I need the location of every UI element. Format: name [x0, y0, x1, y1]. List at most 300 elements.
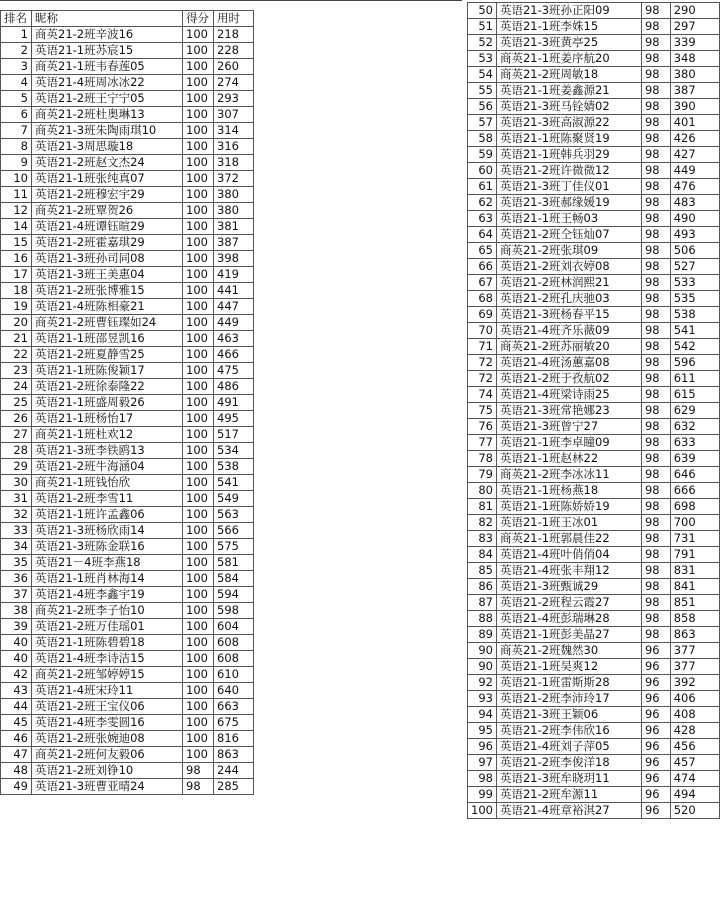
- time-cell: 456: [670, 739, 719, 755]
- nickname-cell: 英语21-2班夏静雪25: [32, 347, 183, 363]
- time-cell: 581: [214, 555, 254, 571]
- time-cell: 575: [214, 539, 254, 555]
- score-cell: 98: [641, 611, 670, 627]
- nickname-cell: 英语21-1班陈娇娇19: [496, 499, 641, 515]
- score-cell: 98: [641, 3, 670, 19]
- rank-cell: 17: [1, 267, 32, 283]
- rank-cell: 48: [1, 763, 32, 779]
- time-cell: 483: [670, 195, 719, 211]
- time-cell: 538: [214, 459, 254, 475]
- table-row: [1, 715, 254, 731]
- nickname-cell: 英语21-1班邵昱凯16: [32, 331, 183, 347]
- score-cell: 98: [641, 243, 670, 259]
- nickname-cell: 英语21-3班杨欣雨14: [32, 523, 183, 539]
- time-cell: 408: [670, 707, 719, 723]
- table-row: [468, 115, 720, 131]
- table-row: [1, 331, 254, 347]
- score-cell: 98: [641, 595, 670, 611]
- nickname-cell: 商英21-2班覃贺26: [32, 203, 183, 219]
- score-cell: 100: [183, 155, 214, 171]
- nickname-cell: 商英21-1班郭晨佳22: [496, 531, 641, 547]
- time-cell: 476: [670, 179, 719, 195]
- nickname-cell: 英语21-2班张婉迪08: [32, 731, 183, 747]
- time-cell: 538: [670, 307, 719, 323]
- nickname-cell: 英语21-2班霍嘉琪29: [32, 235, 183, 251]
- table-row: [1, 571, 254, 587]
- time-cell: 428: [670, 723, 719, 739]
- score-cell: 100: [183, 523, 214, 539]
- score-cell: 98: [641, 387, 670, 403]
- nickname-cell: 英语21-1班盛周毅26: [32, 395, 183, 411]
- nickname-cell: 英语21-3班曾宁27: [496, 419, 641, 435]
- score-cell: 98: [641, 291, 670, 307]
- nickname-cell: 英语21-4班彭瑞琳28: [496, 611, 641, 627]
- nickname-cell: 英语21-4班汤蕙嘉08: [496, 355, 641, 371]
- time-cell: 297: [670, 19, 719, 35]
- score-cell: 98: [641, 323, 670, 339]
- table-row: [468, 675, 720, 691]
- table-row: [1, 731, 254, 747]
- rank-cell: 92: [468, 675, 497, 691]
- nickname-cell: 英语21-3班高淑源22: [496, 115, 641, 131]
- table-row: [468, 147, 720, 163]
- score-cell: 98: [641, 99, 670, 115]
- nickname-cell: 英语21-3班黄亭25: [496, 35, 641, 51]
- header-rank: 排名: [1, 11, 32, 27]
- table-row: [468, 163, 720, 179]
- table-row: [468, 179, 720, 195]
- rank-cell: 97: [468, 755, 497, 771]
- rank-cell: 94: [468, 707, 497, 723]
- score-cell: 100: [183, 555, 214, 571]
- score-cell: 100: [183, 683, 214, 699]
- table-row: [468, 515, 720, 531]
- score-cell: 100: [183, 75, 214, 91]
- table-row: [1, 187, 254, 203]
- score-cell: 100: [183, 491, 214, 507]
- nickname-cell: 英语21-1班陈聚贤19: [496, 131, 641, 147]
- score-cell: 98: [641, 179, 670, 195]
- time-cell: 816: [214, 731, 254, 747]
- time-cell: 387: [670, 83, 719, 99]
- score-cell: 98: [641, 115, 670, 131]
- rank-cell: 7: [1, 123, 32, 139]
- rank-cell: 98: [468, 771, 497, 787]
- table-row: [468, 83, 720, 99]
- nickname-cell: 英语21-1班雷斯斯28: [496, 675, 641, 691]
- rank-cell: 50: [468, 3, 497, 19]
- nickname-cell: 英语21-2班许微微12: [496, 163, 641, 179]
- nickname-cell: 英语21-1班陈俊颖17: [32, 363, 183, 379]
- nickname-cell: 商英21-2班苏丽敏20: [496, 339, 641, 355]
- table-row: [468, 227, 720, 243]
- table-row: [1, 459, 254, 475]
- rank-cell: 84: [468, 547, 497, 563]
- time-cell: 533: [670, 275, 719, 291]
- table-row: [468, 131, 720, 147]
- time-cell: 851: [670, 595, 719, 611]
- time-cell: 615: [670, 387, 719, 403]
- table-row: [468, 387, 720, 403]
- table-row: [468, 275, 720, 291]
- time-cell: 633: [670, 435, 719, 451]
- rank-cell: 38: [1, 603, 32, 619]
- table-row: [1, 635, 254, 651]
- score-cell: 98: [641, 83, 670, 99]
- rank-cell: 25: [1, 395, 32, 411]
- time-cell: 447: [214, 299, 254, 315]
- time-cell: 598: [214, 603, 254, 619]
- score-cell: 100: [183, 427, 214, 443]
- score-cell: 100: [183, 715, 214, 731]
- score-cell: 98: [641, 339, 670, 355]
- time-cell: 632: [670, 419, 719, 435]
- time-cell: 307: [214, 107, 254, 123]
- score-cell: 100: [183, 363, 214, 379]
- nickname-cell: 英语21-1班王畅03: [496, 211, 641, 227]
- nickname-cell: 商英21-2班魏然30: [496, 643, 641, 659]
- rank-cell: 71: [468, 339, 497, 355]
- rank-cell: 76: [468, 419, 497, 435]
- score-cell: 100: [183, 475, 214, 491]
- time-cell: 491: [214, 395, 254, 411]
- nickname-cell: 英语21-1班肖林海14: [32, 571, 183, 587]
- nickname-cell: 英语21-4班谭钰暄29: [32, 219, 183, 235]
- table-row: [1, 699, 254, 715]
- table-row: [1, 619, 254, 635]
- time-cell: 566: [214, 523, 254, 539]
- time-cell: 244: [214, 763, 254, 779]
- rank-cell: 23: [1, 363, 32, 379]
- time-cell: 316: [214, 139, 254, 155]
- nickname-cell: 商英21-1班钱怡欣: [32, 475, 183, 491]
- nickname-cell: 英语21-2班万佳瑶01: [32, 619, 183, 635]
- time-cell: 640: [214, 683, 254, 699]
- table-row: [468, 259, 720, 275]
- rank-cell: 29: [1, 459, 32, 475]
- rank-cell: 35: [1, 555, 32, 571]
- rank-cell: 3: [1, 59, 32, 75]
- table-row: [1, 91, 254, 107]
- score-cell: 96: [641, 643, 670, 659]
- time-cell: 535: [670, 291, 719, 307]
- score-cell: 100: [183, 219, 214, 235]
- score-cell: 98: [641, 467, 670, 483]
- rank-cell: 90: [468, 659, 497, 675]
- score-cell: 98: [641, 259, 670, 275]
- nickname-cell: 英语21-4班张丰翔12: [496, 563, 641, 579]
- nickname-cell: 商英21-2班张琪09: [496, 243, 641, 259]
- table-row: [1, 299, 254, 315]
- time-cell: 666: [670, 483, 719, 499]
- time-cell: 463: [214, 331, 254, 347]
- time-cell: 731: [670, 531, 719, 547]
- rank-cell: 45: [1, 715, 32, 731]
- score-cell: 100: [183, 507, 214, 523]
- score-cell: 98: [641, 355, 670, 371]
- time-cell: 584: [214, 571, 254, 587]
- table-row: [1, 203, 254, 219]
- time-cell: 596: [670, 355, 719, 371]
- time-cell: 457: [670, 755, 719, 771]
- score-cell: 100: [183, 459, 214, 475]
- nickname-cell: 英语21－4班李燕18: [32, 555, 183, 571]
- time-cell: 339: [670, 35, 719, 51]
- table-row: [1, 219, 254, 235]
- nickname-cell: 英语21-3班陈金联16: [32, 539, 183, 555]
- time-cell: 549: [214, 491, 254, 507]
- score-cell: 100: [183, 443, 214, 459]
- table-row: [1, 667, 254, 683]
- score-cell: 98: [641, 419, 670, 435]
- time-cell: 495: [214, 411, 254, 427]
- nickname-cell: 英语21-2班于孜航02: [496, 371, 641, 387]
- table-row: [468, 323, 720, 339]
- score-cell: 98: [641, 163, 670, 179]
- score-cell: 98: [641, 131, 670, 147]
- time-cell: 534: [214, 443, 254, 459]
- table-row: [1, 171, 254, 187]
- rank-cell: 77: [468, 435, 497, 451]
- rank-cell: 54: [468, 67, 497, 83]
- time-cell: 475: [214, 363, 254, 379]
- time-cell: 441: [214, 283, 254, 299]
- time-cell: 387: [214, 235, 254, 251]
- table-row: [468, 19, 720, 35]
- table-row: [468, 307, 720, 323]
- score-cell: 98: [641, 515, 670, 531]
- time-cell: 791: [670, 547, 719, 563]
- score-cell: 98: [641, 51, 670, 67]
- rank-cell: 63: [468, 211, 497, 227]
- rank-cell: 32: [1, 507, 32, 523]
- score-cell: 100: [183, 43, 214, 59]
- time-cell: 542: [670, 339, 719, 355]
- nickname-cell: 英语21-3班李铁鸥13: [32, 443, 183, 459]
- score-cell: 98: [641, 227, 670, 243]
- nickname-cell: 英语21-3班马铨婧02: [496, 99, 641, 115]
- table-row: [1, 363, 254, 379]
- score-cell: 98: [641, 627, 670, 643]
- score-cell: 98: [641, 403, 670, 419]
- nickname-cell: 商英21-1班韦春莲05: [32, 59, 183, 75]
- score-cell: 100: [183, 203, 214, 219]
- nickname-cell: 英语21-1班吴爽12: [496, 659, 641, 675]
- nickname-cell: 英语21-2班牛海涵04: [32, 459, 183, 475]
- nickname-cell: 英语21-3班王美惠04: [32, 267, 183, 283]
- table-row: [1, 107, 254, 123]
- table-row: [468, 755, 720, 771]
- table-row: [468, 771, 720, 787]
- rank-cell: 18: [1, 283, 32, 299]
- rank-cell: 65: [468, 243, 497, 259]
- time-cell: 541: [214, 475, 254, 491]
- nickname-cell: 英语21-1班杨燕18: [496, 483, 641, 499]
- table-row: [468, 723, 720, 739]
- score-cell: 96: [641, 739, 670, 755]
- table-row: [1, 43, 254, 59]
- nickname-cell: 英语21-2班刘铮10: [32, 763, 183, 779]
- time-cell: 493: [670, 227, 719, 243]
- rank-cell: 79: [468, 467, 497, 483]
- nickname-cell: 商英21-1班姜序航20: [496, 51, 641, 67]
- nickname-cell: 英语21-1班赵林22: [496, 451, 641, 467]
- time-cell: 858: [670, 611, 719, 627]
- rank-cell: 46: [1, 731, 32, 747]
- rank-cell: 99: [468, 787, 497, 803]
- table-row: [1, 539, 254, 555]
- nickname-cell: 商英21-2班辛波16: [32, 27, 183, 43]
- rank-cell: 51: [468, 19, 497, 35]
- rank-cell: 14: [1, 219, 32, 235]
- rank-cell: 5: [1, 91, 32, 107]
- rank-cell: 12: [1, 203, 32, 219]
- score-cell: 96: [641, 723, 670, 739]
- table-row: [468, 451, 720, 467]
- table-row: [1, 395, 254, 411]
- table-row: [468, 707, 720, 723]
- rank-cell: 89: [468, 627, 497, 643]
- nickname-cell: 英语21-2班仝钰灿07: [496, 227, 641, 243]
- score-cell: 96: [641, 787, 670, 803]
- rank-cell: 49: [1, 779, 32, 795]
- nickname-cell: 英语21-1班陈碧碧18: [32, 635, 183, 651]
- rank-cell: 31: [1, 491, 32, 507]
- score-cell: 100: [183, 651, 214, 667]
- table-row: [468, 803, 720, 819]
- nickname-cell: 英语21-2班孔庆驰03: [496, 291, 641, 307]
- table-row: [468, 563, 720, 579]
- nickname-cell: 英语21-4班李雯圆16: [32, 715, 183, 731]
- nickname-cell: 英语21-1班姜鑫源21: [496, 83, 641, 99]
- nickname-cell: 英语21-2班张博雅15: [32, 283, 183, 299]
- nickname-cell: 商英21-2班杜奥琳13: [32, 107, 183, 123]
- table-row: [468, 643, 720, 659]
- rank-cell: 40: [1, 635, 32, 651]
- time-cell: 390: [670, 99, 719, 115]
- nickname-cell: 英语21-1班李卓瞳09: [496, 435, 641, 451]
- rank-cell: 47: [1, 747, 32, 763]
- score-cell: 98: [641, 195, 670, 211]
- table-row: [1, 779, 254, 795]
- score-cell: 98: [641, 211, 670, 227]
- time-cell: 377: [670, 659, 719, 675]
- table-row: [1, 379, 254, 395]
- time-cell: 474: [670, 771, 719, 787]
- score-cell: 100: [183, 379, 214, 395]
- table-row: [468, 195, 720, 211]
- table-row: [468, 595, 720, 611]
- rank-cell: 62: [468, 195, 497, 211]
- score-cell: 98: [641, 547, 670, 563]
- nickname-cell: 英语21-3班郝缘媛19: [496, 195, 641, 211]
- rank-cell: 53: [468, 51, 497, 67]
- nickname-cell: 英语21-4班周冰冰22: [32, 75, 183, 91]
- time-cell: 604: [214, 619, 254, 635]
- time-cell: 466: [214, 347, 254, 363]
- rank-cell: 67: [468, 275, 497, 291]
- table-row: [468, 547, 720, 563]
- rank-cell: 81: [468, 499, 497, 515]
- table-row: [1, 411, 254, 427]
- nickname-cell: 英语21-4班章裕淇27: [496, 803, 641, 819]
- rank-cell: 34: [1, 539, 32, 555]
- score-cell: 98: [183, 779, 214, 795]
- time-cell: 608: [214, 651, 254, 667]
- score-cell: 100: [183, 315, 214, 331]
- rank-cell: 96: [468, 739, 497, 755]
- nickname-cell: 英语21-3班孙正阳09: [496, 3, 641, 19]
- nickname-cell: 英语21-3班孙司同08: [32, 251, 183, 267]
- score-cell: 100: [183, 283, 214, 299]
- time-cell: 611: [670, 371, 719, 387]
- nickname-cell: 英语21-3班丁佳仪01: [496, 179, 641, 195]
- rank-cell: 9: [1, 155, 32, 171]
- rank-cell: 80: [468, 483, 497, 499]
- table-row: [468, 483, 720, 499]
- nickname-cell: 英语21-2班穆宏宇29: [32, 187, 183, 203]
- rank-cell: 74: [468, 387, 497, 403]
- table-row: [1, 443, 254, 459]
- rank-cell: 11: [1, 187, 32, 203]
- rank-cell: 75: [468, 403, 497, 419]
- table-row: [468, 403, 720, 419]
- table-row: [1, 75, 254, 91]
- table-row: [1, 267, 254, 283]
- time-cell: 380: [670, 67, 719, 83]
- time-cell: 863: [214, 747, 254, 763]
- table-row: [1, 155, 254, 171]
- table-row: [1, 523, 254, 539]
- nickname-cell: 英语21-3周思璇18: [32, 139, 183, 155]
- rank-cell: 20: [1, 315, 32, 331]
- score-cell: 100: [183, 59, 214, 75]
- score-cell: 100: [183, 667, 214, 683]
- nickname-cell: 商英21-2班李子怡10: [32, 603, 183, 619]
- nickname-cell: 英语21-2班徐泰隆22: [32, 379, 183, 395]
- rank-cell: 68: [468, 291, 497, 307]
- nickname-cell: 商英21-3班朱陶雨琪10: [32, 123, 183, 139]
- nickname-cell: 英语21-2班李沛玲17: [496, 691, 641, 707]
- table-row: [1, 763, 254, 779]
- time-cell: 629: [670, 403, 719, 419]
- table-row: [468, 419, 720, 435]
- table-row: [468, 739, 720, 755]
- time-cell: 228: [214, 43, 254, 59]
- nickname-cell: 英语21-4班李鑫宇19: [32, 587, 183, 603]
- time-cell: 314: [214, 123, 254, 139]
- time-cell: 290: [670, 3, 719, 19]
- score-cell: 96: [641, 675, 670, 691]
- table-row: [468, 51, 720, 67]
- ranking-table-left: [0, 10, 254, 795]
- score-cell: 98: [641, 499, 670, 515]
- rank-cell: 58: [468, 131, 497, 147]
- score-cell: 100: [183, 91, 214, 107]
- time-cell: 372: [214, 171, 254, 187]
- score-cell: 96: [641, 771, 670, 787]
- rank-cell: 90: [468, 643, 497, 659]
- nickname-cell: 英语21-1班苏宸15: [32, 43, 183, 59]
- score-cell: 100: [183, 699, 214, 715]
- nickname-cell: 英语21-2班王宁宁05: [32, 91, 183, 107]
- nickname-cell: 英语21-4班叶俏俏04: [496, 547, 641, 563]
- time-cell: 863: [670, 627, 719, 643]
- table-row: [468, 99, 720, 115]
- table-row: [1, 283, 254, 299]
- score-cell: 98: [641, 67, 670, 83]
- table-row: [1, 251, 254, 267]
